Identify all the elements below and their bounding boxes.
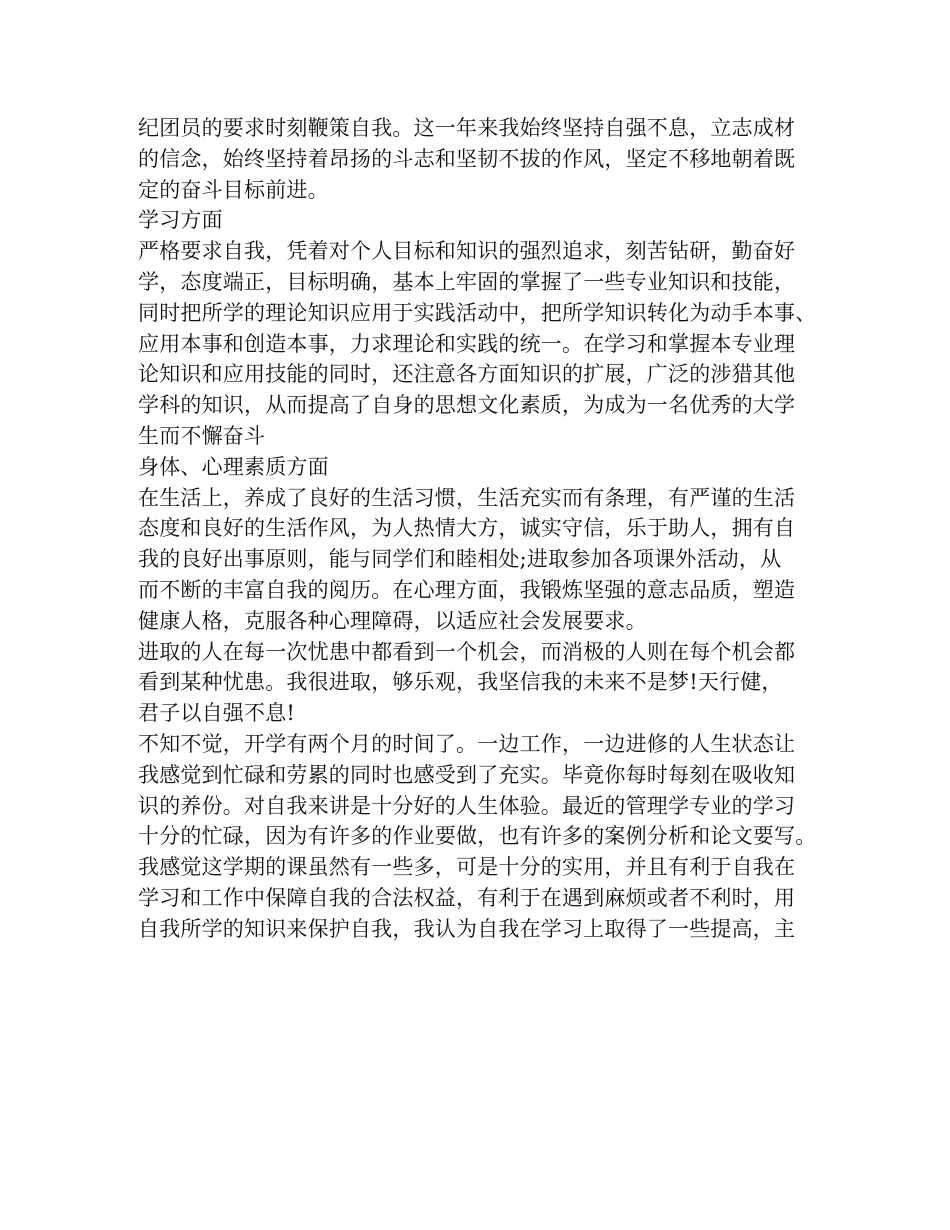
- text-line: 我感觉这学期的课虽然有一些多，可是十分的实用，并且有利于自我在: [138, 855, 796, 880]
- text-line: 应用本事和创造本事，力求理论和实践的统一。在学习和掌握本专业理: [138, 331, 796, 356]
- text-line: 定的奋斗目标前进。: [138, 177, 329, 202]
- text-line: 态度和良好的生活作风，为人热情大方，诚实守信，乐于助人，拥有自: [138, 516, 796, 541]
- text-line: 学习和工作中保障自我的合法权益，有利于在遇到麻烦或者不利时，用: [138, 885, 796, 910]
- text-line: 我的良好出事原则，能与同学们和睦相处;进取参加各项课外活动，从: [138, 547, 782, 572]
- text-line: 论知识和应用技能的同时，还注意各方面知识的扩展，广泛的涉猎其他: [138, 362, 796, 387]
- text-line: 而不断的丰富自我的阅历。在心理方面，我锻炼坚强的意志品质，塑造: [138, 577, 796, 602]
- text-line: 的信念，始终坚持着昂扬的斗志和坚韧不拔的作风，坚定不移地朝着既: [138, 146, 796, 171]
- text-line: 君子以自强不息!: [138, 701, 296, 726]
- text-line: 看到某种忧患。我很进取，够乐观，我坚信我的未来不是梦!天行健，: [138, 670, 783, 695]
- text-line: 进取的人在每一次忧患中都看到一个机会，而消极的人则在每个机会都: [138, 639, 796, 664]
- text-line: 不知不觉，开学有两个月的时间了。一边工作，一边进修的人生状态让: [138, 731, 796, 756]
- text-line: 学科的知识，从而提高了自身的思想文化素质，为成为一名优秀的大学: [138, 393, 796, 418]
- text-line: 严格要求自我，凭着对个人目标和知识的强烈追求，刻苦钻研，勤奋好: [138, 239, 796, 264]
- text-line: 识的养份。对自我来讲是十分好的人生体验。最近的管理学专业的学习: [138, 793, 796, 818]
- text-line: 生而不懈奋斗: [138, 423, 266, 448]
- text-line: 纪团员的要求时刻鞭策自我。这一年来我始终坚持自强不息，立志成材: [138, 116, 796, 140]
- text-line: 自我所学的知识来保护自我，我认为自我在学习上取得了一些提高，主: [138, 916, 796, 941]
- text-line: 同时把所学的理论知识应用于实践活动中，把所学知识转化为动手本事、: [138, 300, 817, 325]
- text-line: 我感觉到忙碌和劳累的同时也感受到了充实。毕竟你每时每刻在吸收知: [138, 762, 796, 787]
- text-line: 在生活上，养成了良好的生活习惯，生活充实而有条理，有严谨的生活: [138, 485, 796, 510]
- text-line: 健康人格，克服各种心理障碍，以适应社会发展要求。: [138, 608, 647, 633]
- section-heading-study: 学习方面: [138, 208, 223, 233]
- section-heading-body-mind: 身体、心理素质方面: [138, 454, 329, 479]
- text-line: 学，态度端正，目标明确，基本上牢固的掌握了一些专业知识和技能，: [138, 269, 796, 294]
- document-body: [138, 113, 828, 945]
- text-line: 十分的忙碌，因为有许多的作业要做，也有许多的案例分析和论文要写。: [138, 824, 817, 849]
